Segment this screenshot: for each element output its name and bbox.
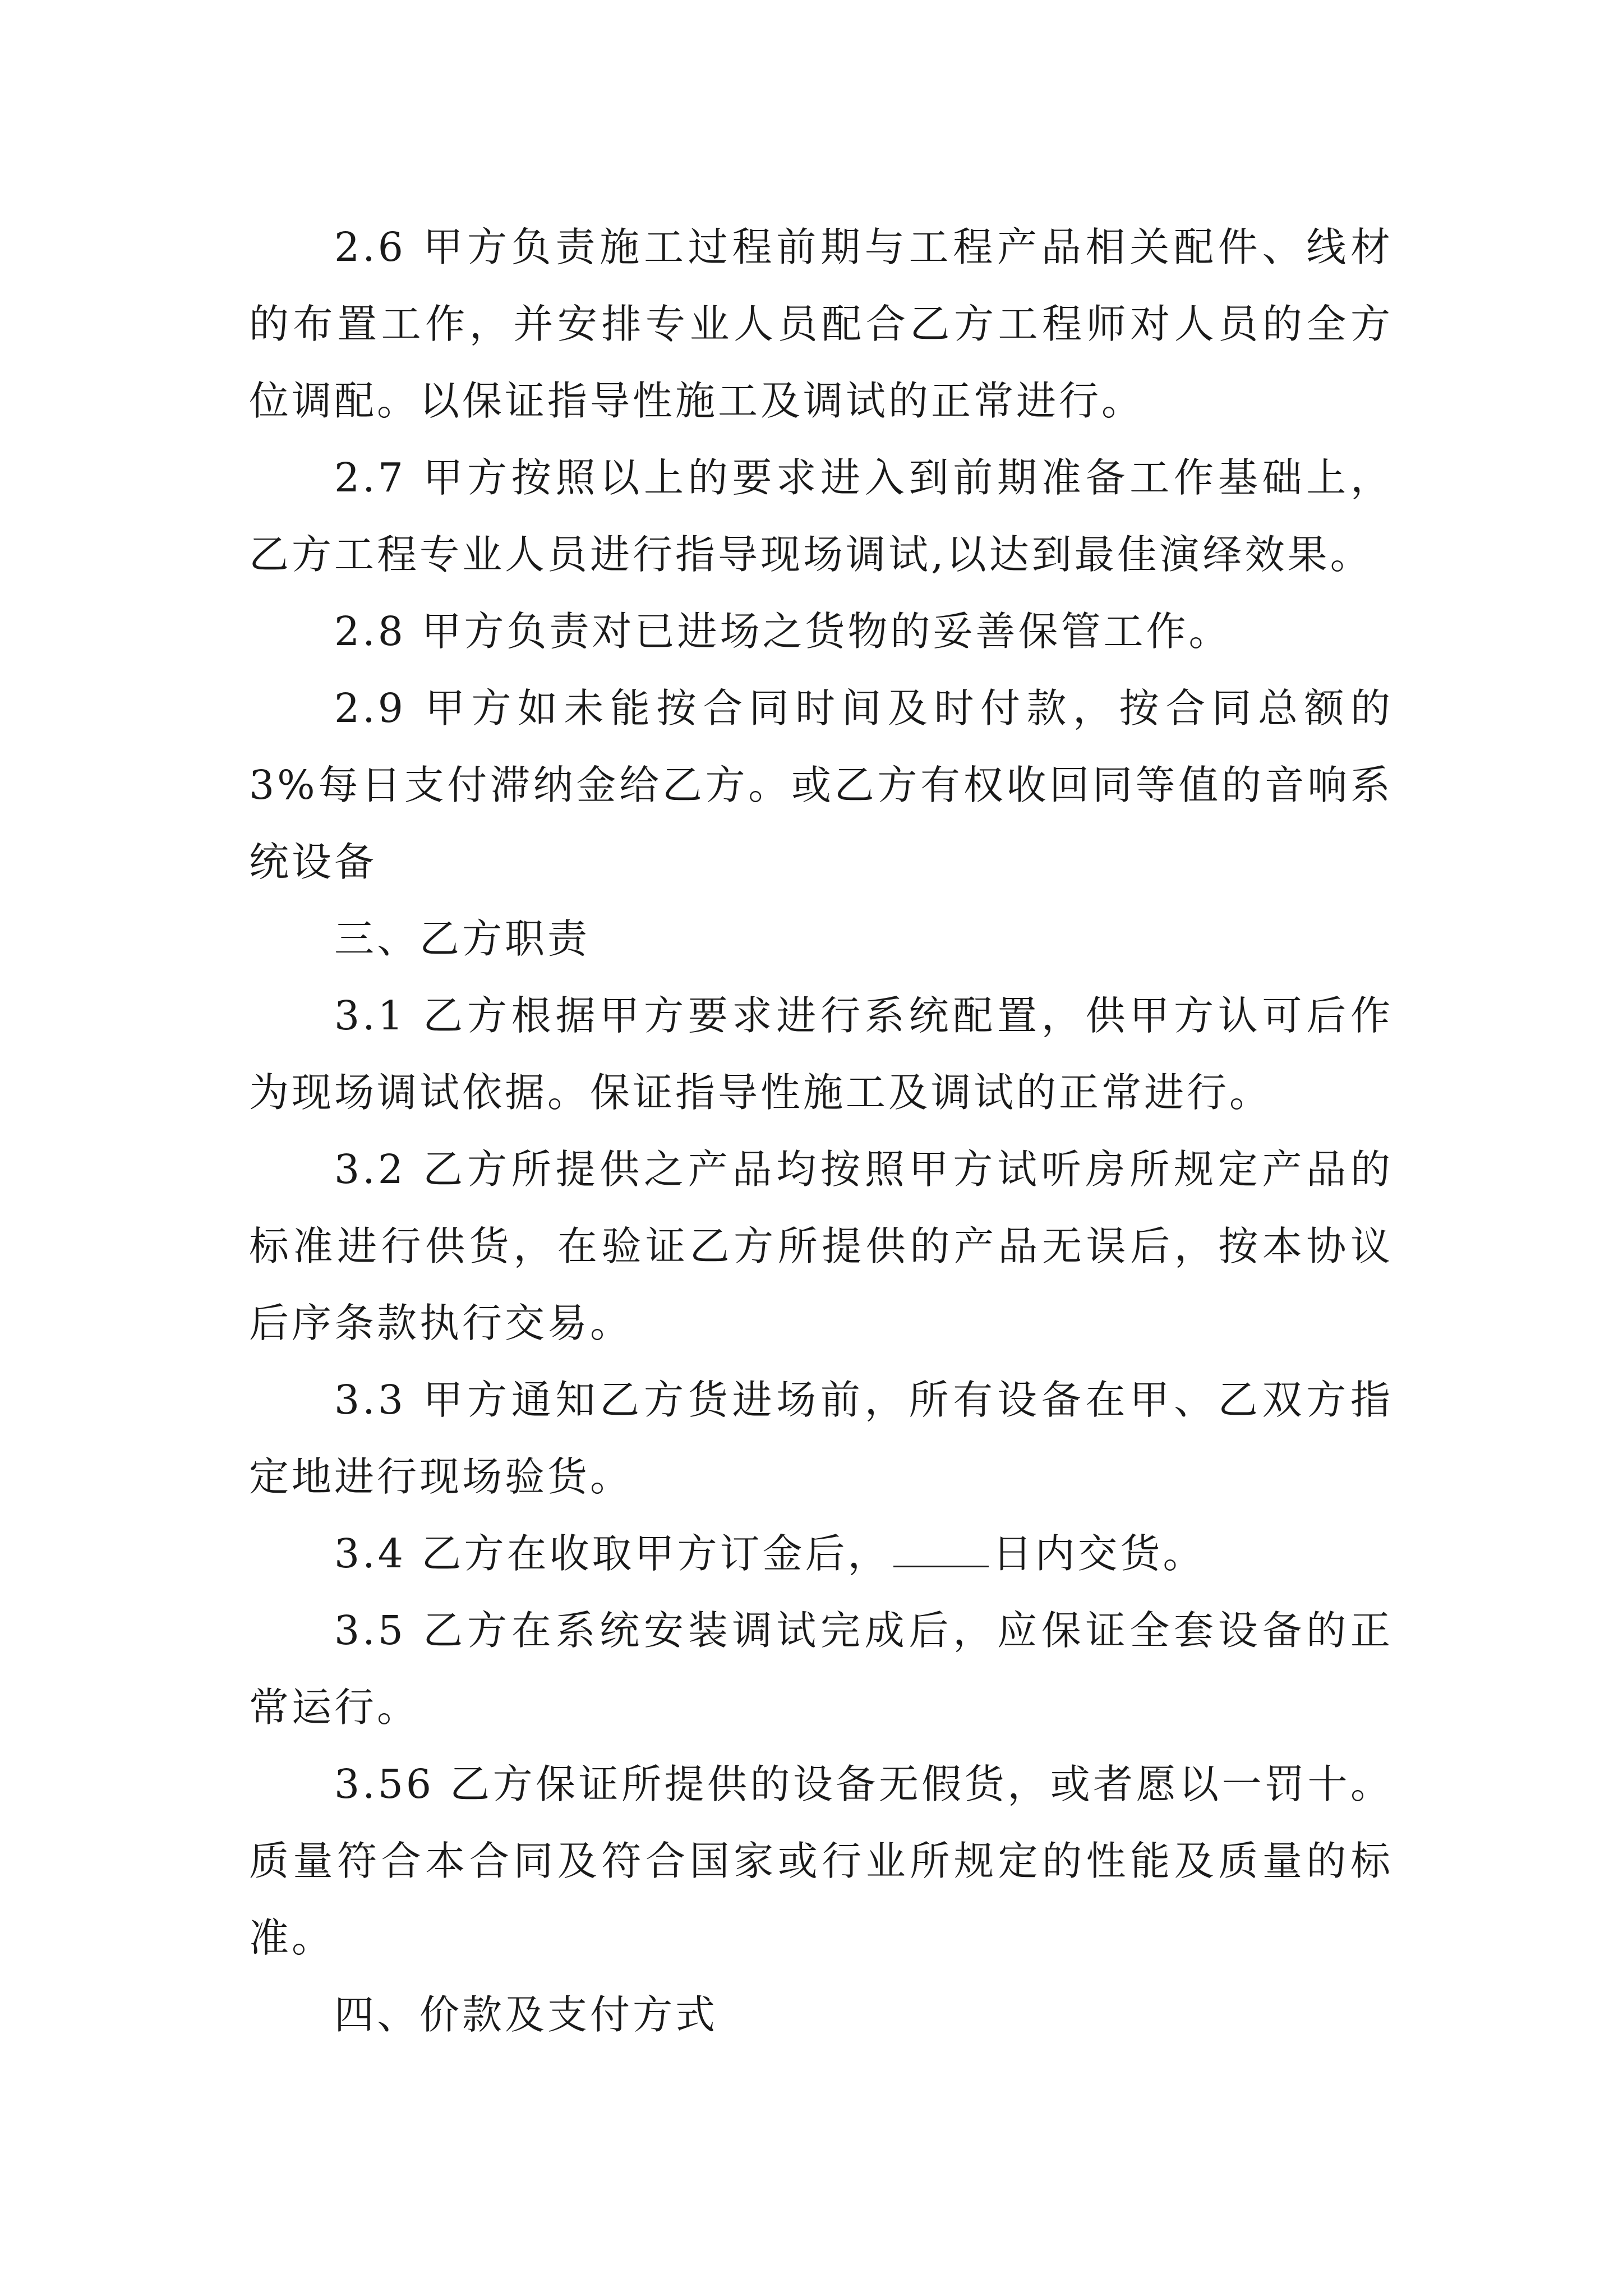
document-body bbox=[249, 209, 1393, 2053]
clause-3-4 bbox=[249, 1515, 1393, 1592]
clause-2-9: 2.9 甲方如未能按合同时间及时付款，按合同总额的 3%每日支付滞纳金给乙方。或乙方有权收回同等值的音响系统设备 bbox=[249, 685, 1393, 885]
clause-3-1: 3.1 乙方根据甲方要求进行系统配置，供甲方认可后作为现场调试依据。保证指导性施工及调试的正常进行。 bbox=[249, 992, 1393, 1116]
clause-3-56: 3.56 乙方保证所提供的设备无假货，或者愿以一罚十。质量符合本合同及符合国家或行业所规定的性能及质量的标准。 bbox=[249, 1761, 1393, 1961]
clause-3-3: 3.3 甲方通知乙方货进场前，所有设备在甲、乙双方指定地进行现场验货。 bbox=[249, 1377, 1393, 1500]
clause-3-4-before: 3.4 乙方在收取甲方订金后， bbox=[334, 1530, 891, 1577]
section-heading-3: 三、乙方职责 bbox=[334, 915, 591, 962]
clause-2-6: 2.6 甲方负责施工过程前期与工程产品相关配件、线材的布置工作，并安排专业人员配合乙方工程师对人员的全方位调配。以保证指导性施工及调试的正常进行。 bbox=[249, 224, 1393, 424]
clause-2-8: 2.8 甲方负责对已进场之货物的妥善保管工作。 bbox=[334, 608, 1232, 655]
clause-3-4-after: 日内交货。 bbox=[992, 1530, 1206, 1577]
section-heading-4: 四、价款及支付方式 bbox=[334, 1991, 718, 2038]
fill-in-blank bbox=[893, 1531, 989, 1567]
clause-3-2: 3.2 乙方所提供之产品均按照甲方试听房所规定产品的标准进行供货，在验证乙方所提供的产品无误后，按本协议后序条款执行交易。 bbox=[249, 1146, 1393, 1346]
clause-2-7: 2.7 甲方按照以上的要求进入到前期准备工作基础上，乙方工程专业人员进行指导现场调试,以达到最佳演绎效果。 bbox=[249, 454, 1393, 578]
clause-3-5: 3.5 乙方在系统安装调试完成后，应保证全套设备的正常运行。 bbox=[249, 1607, 1393, 1731]
